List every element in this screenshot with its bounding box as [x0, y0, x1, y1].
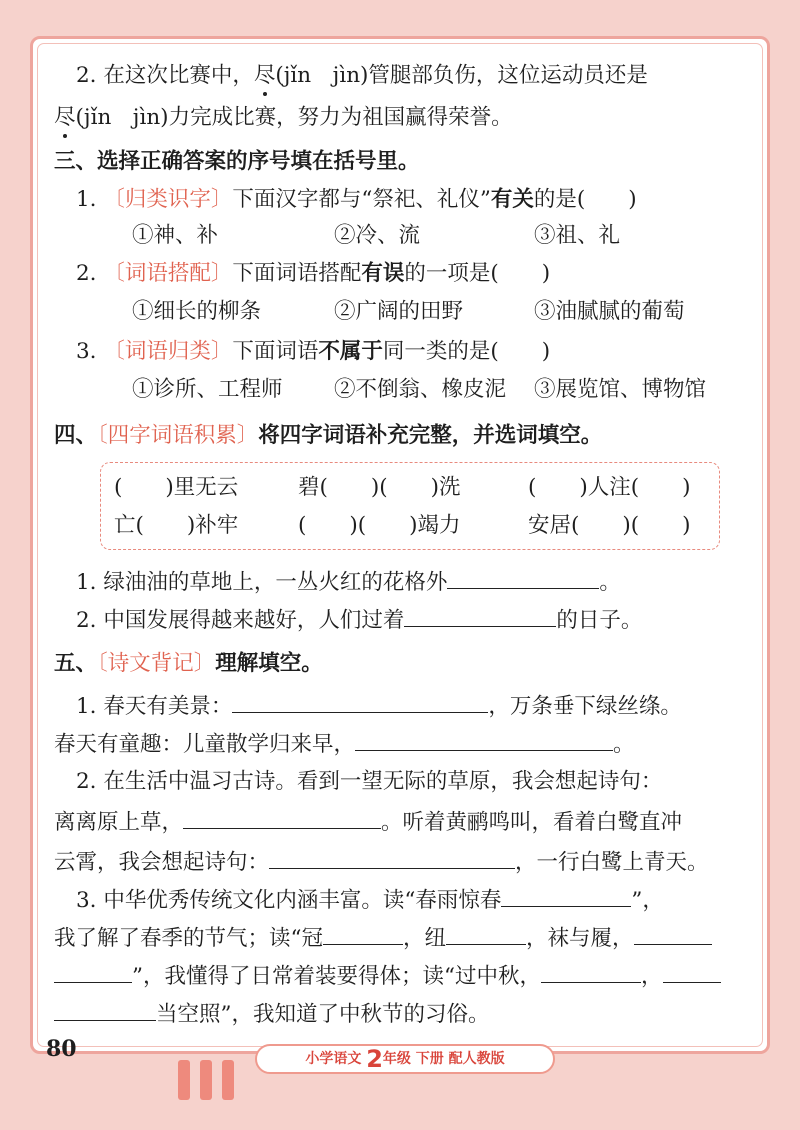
s5-q2-line-3: 云霄，我会想起诗句： ，一行白鹭上青天。	[54, 846, 709, 877]
s3-q1-option-1[interactable]: ①神、补	[132, 223, 219, 248]
s5-q3-line-4: 当空照”，我知道了中秋节的习俗。	[54, 998, 490, 1029]
s5-q2-line-2: 离离原上草， 。听着黄鹂鸣叫，看着白鹭直冲	[54, 806, 682, 837]
s3-q1-option-3[interactable]: ③祖、礼	[534, 223, 621, 248]
s3-q3-option-3[interactable]: ③展览馆、博物馆	[534, 377, 707, 402]
s3-q2-option-3[interactable]: ③油腻腻的葡萄	[534, 299, 685, 324]
answer-blank[interactable]	[269, 846, 515, 869]
s5-q2-line-1: 2. 在生活中温习古诗。看到一望无际的草原，我会想起诗句：	[76, 769, 663, 794]
section-3-heading: 三、选择正确答案的序号填在括号里。	[54, 149, 420, 174]
s5-q3-line-3: ”，我懂得了日常着装要得体；读“过中秋， ，	[54, 960, 721, 991]
word-fill-1[interactable]: ( )里无云	[114, 475, 239, 500]
section-4-heading: 四、〔四字词语积累〕将四字词语补充完整，并选词填空。	[54, 423, 603, 448]
bookmark-tabs	[178, 1060, 238, 1100]
word-fill-6[interactable]: 安居( )( )	[528, 513, 691, 538]
s2-line-2: 尽(jǐn jìn)力完成比赛，努力为祖国赢得荣誉。	[54, 105, 513, 130]
answer-blank[interactable]	[232, 690, 488, 713]
s5-q3-line-1: 3. 中华优秀传统文化内涵丰富。读“春雨惊春 ”，	[76, 884, 664, 915]
word-fill-3[interactable]: ( )人注( )	[528, 475, 691, 500]
footer-term: 下册	[415, 1051, 444, 1067]
s2-line-1: 2. 在这次比赛中，尽(jǐn jìn)管腿部负伤，这位运动员还是	[76, 63, 648, 88]
s5-q1-line-2: 春天有童趣：儿童散学归来早， 。	[54, 728, 635, 759]
s3-q3-option-1[interactable]: ①诊所、工程师	[132, 377, 283, 402]
s3-q1-option-2[interactable]: ②冷、流	[334, 223, 421, 248]
answer-blank[interactable]	[54, 998, 156, 1021]
page-number: 80	[46, 1036, 77, 1062]
section-tag: 〔诗文背记〕	[97, 651, 216, 676]
footer-subject: 小学语文	[305, 1051, 362, 1067]
answer-blank[interactable]	[355, 728, 613, 751]
s3-q3-option-2[interactable]: ②不倒翁、橡皮泥	[334, 377, 507, 402]
book-footer-badge	[255, 1044, 555, 1074]
word-fill-4[interactable]: 亡( )补牢	[114, 513, 239, 538]
s3-q2-option-2[interactable]: ②广阔的田野	[334, 299, 464, 324]
s5-q3-line-2: 我了解了春季的节气；读“冠 ，纽 ，袜与履，	[54, 922, 712, 953]
word-fill-5[interactable]: ( )( )竭力	[298, 513, 461, 538]
answer-blank[interactable]	[323, 922, 403, 945]
section-tag: 〔四字词语积累〕	[97, 423, 259, 448]
q-tag: 〔词语搭配〕	[103, 261, 233, 286]
footer-grade-suffix: 年级	[382, 1051, 411, 1067]
answer-blank[interactable]	[447, 566, 599, 589]
answer-blank[interactable]	[663, 960, 721, 983]
q-tag: 〔归类识字〕	[103, 187, 233, 212]
footer-edition: 配人教版	[448, 1051, 505, 1067]
answer-blank[interactable]	[501, 884, 631, 907]
s5-q1-line-1: 1. 春天有美景： ，万条垂下绿丝绦。	[76, 690, 682, 721]
answer-blank[interactable]	[404, 604, 556, 627]
q-tag: 〔词语归类〕	[103, 339, 233, 364]
s4-q1: 1. 绿油油的草地上，一丛火红的花格外 。	[76, 566, 621, 597]
answer-blank[interactable]	[446, 922, 526, 945]
s3-q3: 3. 〔词语归类〕下面词语不属于同一类的是( )	[76, 339, 551, 364]
dotted-char: 尽	[54, 105, 76, 130]
dotted-char: 尽	[253, 63, 276, 88]
s3-q2-option-1[interactable]: ①细长的柳条	[132, 299, 262, 324]
s3-q1: 1. 〔归类识字〕下面汉字都与“祭祀、礼仪”有关的是( )	[76, 187, 637, 212]
answer-blank[interactable]	[634, 922, 712, 945]
answer-blank[interactable]	[183, 806, 381, 829]
answer-blank[interactable]	[54, 960, 132, 983]
section-5-heading: 五、〔诗文背记〕理解填空。	[54, 651, 323, 676]
word-fill-2[interactable]: 碧( )( )洗	[298, 475, 461, 500]
s3-q2: 2. 〔词语搭配〕下面词语搭配有误的一项是( )	[76, 261, 551, 286]
s4-q2: 2. 中国发展得越来越好，人们过着 的日子。	[76, 604, 642, 635]
answer-blank[interactable]	[541, 960, 641, 983]
footer-grade: 2	[366, 1045, 383, 1073]
